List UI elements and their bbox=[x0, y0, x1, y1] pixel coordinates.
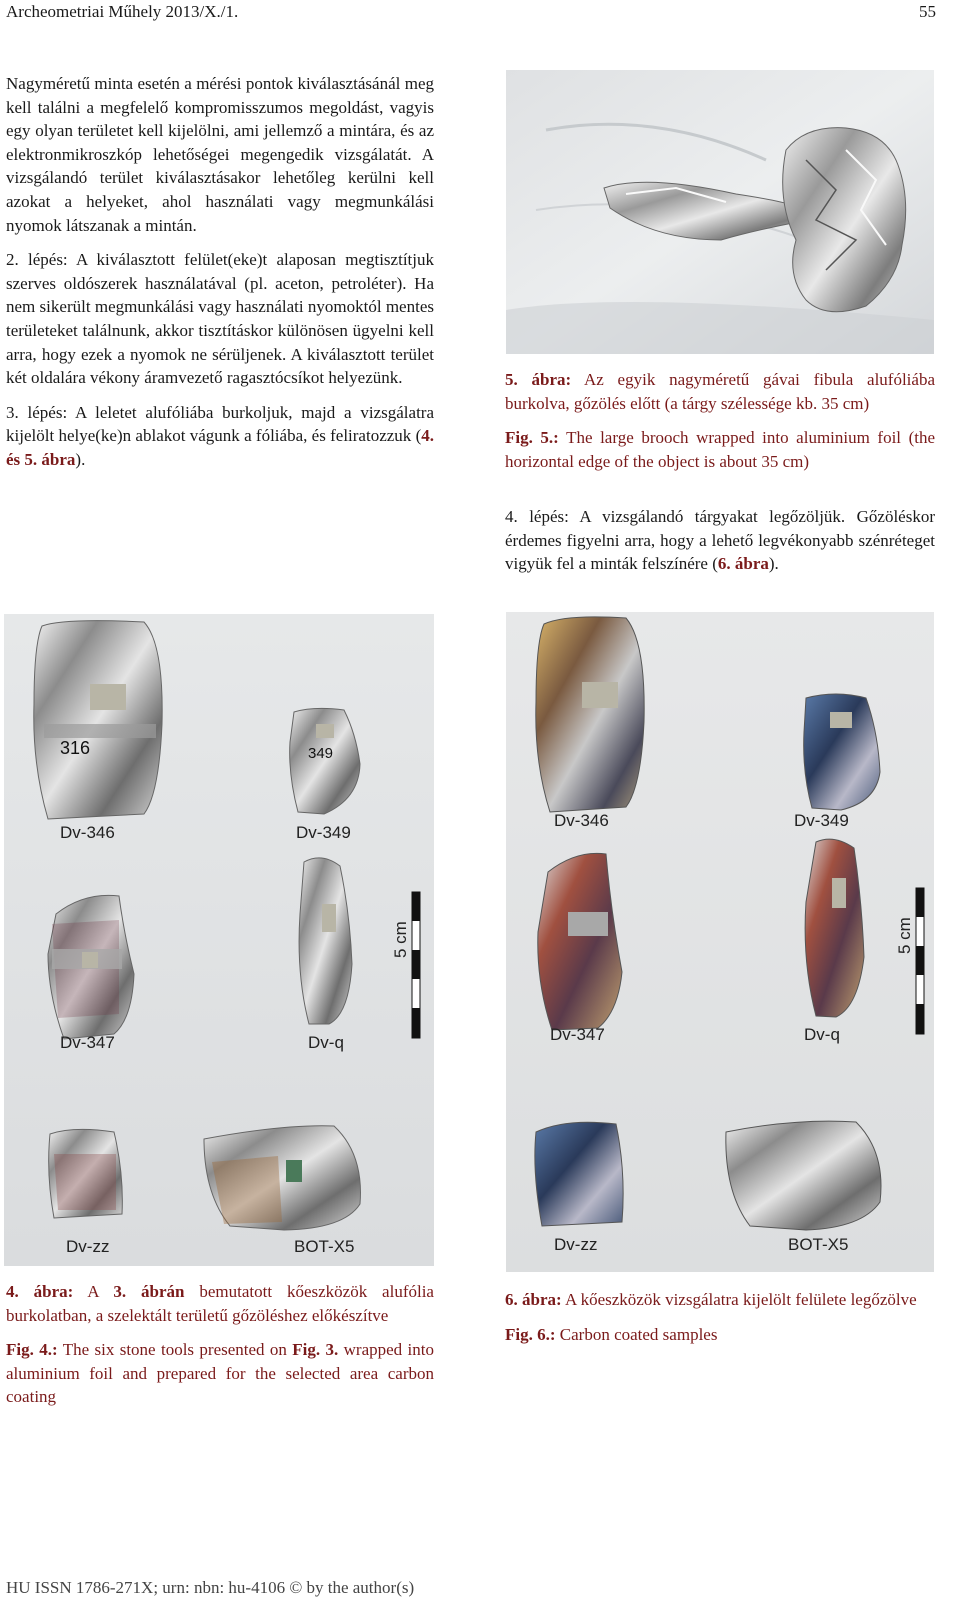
figure-4-photo bbox=[4, 614, 434, 1266]
figure-5-caption bbox=[505, 368, 935, 484]
footer-issn: HU ISSN 1786-271X; urn: nbn: hu-4106 © by the author(s) bbox=[6, 1578, 415, 1597]
figure-6-caption-hu: 6. ábra: A kőeszközök vizsgálatra kijelölt felülete legőzölve bbox=[505, 1290, 917, 1309]
sample-label: BOT-X5 bbox=[294, 1237, 355, 1256]
figure-6-caption-en: Fig. 6.: Carbon coated samples bbox=[505, 1324, 718, 1344]
sample-label: Dv-zz bbox=[554, 1235, 598, 1254]
figure-5-caption-en: Fig. 5.: The large brooch wrapped into aluminium foil (the horizontal edge of the object is about 35 cm) bbox=[505, 428, 936, 471]
sample-label: Dv-349 bbox=[296, 823, 351, 842]
right-column bbox=[505, 505, 935, 587]
figure-6-photo bbox=[506, 612, 934, 1272]
sample-label: Dv-346 bbox=[60, 823, 115, 842]
sample-label: Dv-q bbox=[804, 1025, 840, 1044]
figure-4-caption bbox=[6, 1280, 434, 1420]
figure-5-photo bbox=[506, 70, 934, 354]
paragraph-1: Nagyméretű minta esetén a mérési pontok kiválasztásánál meg kell találni a megfelelő kompromisszumos megoldást, vagyis egy olyan területet kell kijelölni, ami jellemző a mintára, és az elektronmikroszkóp lehetőségei megengedik vizsgálatát. A vizsgálandó terület kiválasztásakor lehetőleg kerülni kell azokat a helyeket, ahol használati vagy megmunkálási nyomok látszanak a mintán. bbox=[6, 74, 434, 235]
svg-text:316: 316 bbox=[60, 738, 91, 758]
paragraph-step-4: 4. lépés: A vizsgálandó tárgyakat legőzöljük. Gőzöléskor érdemes figyelni arra, hogy a lehető legvékonyabb szénréteget vigyük fel a minták felszínére (6. ábra). bbox=[505, 507, 935, 574]
sample-label: Dv-347 bbox=[60, 1033, 115, 1052]
paragraph-step-3: 3. lépés: A leletet alufóliába burkoljuk, majd a vizsgálatra kijelölt helye(ke)n ablakot vágunk a fóliába, és feliratozzuk (4. és 5. ábra). bbox=[6, 402, 434, 469]
journal-header: Archeometriai Műhely 2013/X./1. bbox=[6, 2, 239, 21]
figure-4-caption-hu: 4. ábra: A 3. ábrán bemutatott kőeszközök alufólia burkolatban, a szelektált területű gőzöléshez előkészítve bbox=[6, 1282, 434, 1325]
sample-label: Dv-346 bbox=[554, 811, 609, 830]
scale-bar-label: 5 cm bbox=[391, 921, 410, 958]
figure-5-caption-hu: 5. ábra: Az egyik nagyméretű gávai fibula alufóliába burkolva, gőzölés előtt (a tárgy szélessége kb. 35 cm) bbox=[505, 370, 935, 413]
sample-label: Dv-347 bbox=[550, 1025, 605, 1044]
paragraph-step-2: 2. lépés: A kiválasztott felület(eke)t alaposan megtisztítjuk szerves oldószerek használatával (pl. aceton, petroléter). Ha nem sikerült megmunkálási vagy használati nyomoktól mentes területeket találnunk, akkor tisztításkor különösen ügyelni kell arra, hogy ezek a nyomok ne sérüljenek. A kiválasztott terület két oldalára vékony áramvezető ragasztócsíkot helyezünk. bbox=[6, 250, 434, 388]
page-number: 55 bbox=[919, 2, 936, 21]
figure-reference: 4. és 5. ábra bbox=[6, 426, 434, 469]
svg-text:349: 349 bbox=[308, 745, 334, 762]
scale-bar-label: 5 cm bbox=[895, 917, 914, 954]
left-column bbox=[6, 72, 434, 483]
sample-label: Dv-q bbox=[308, 1033, 344, 1052]
figure-reference: 6. ábra bbox=[717, 554, 769, 574]
figure-4-caption-en: Fig. 4.: The six stone tools presented on Fig. 3. wrapped into aluminium foil and prepared for the selected area carbon coating bbox=[6, 1340, 434, 1407]
sample-label: Dv-349 bbox=[794, 811, 849, 830]
figure-6-caption bbox=[505, 1288, 935, 1357]
sample-label: BOT-X5 bbox=[788, 1235, 849, 1254]
sample-label: Dv-zz bbox=[66, 1237, 110, 1256]
